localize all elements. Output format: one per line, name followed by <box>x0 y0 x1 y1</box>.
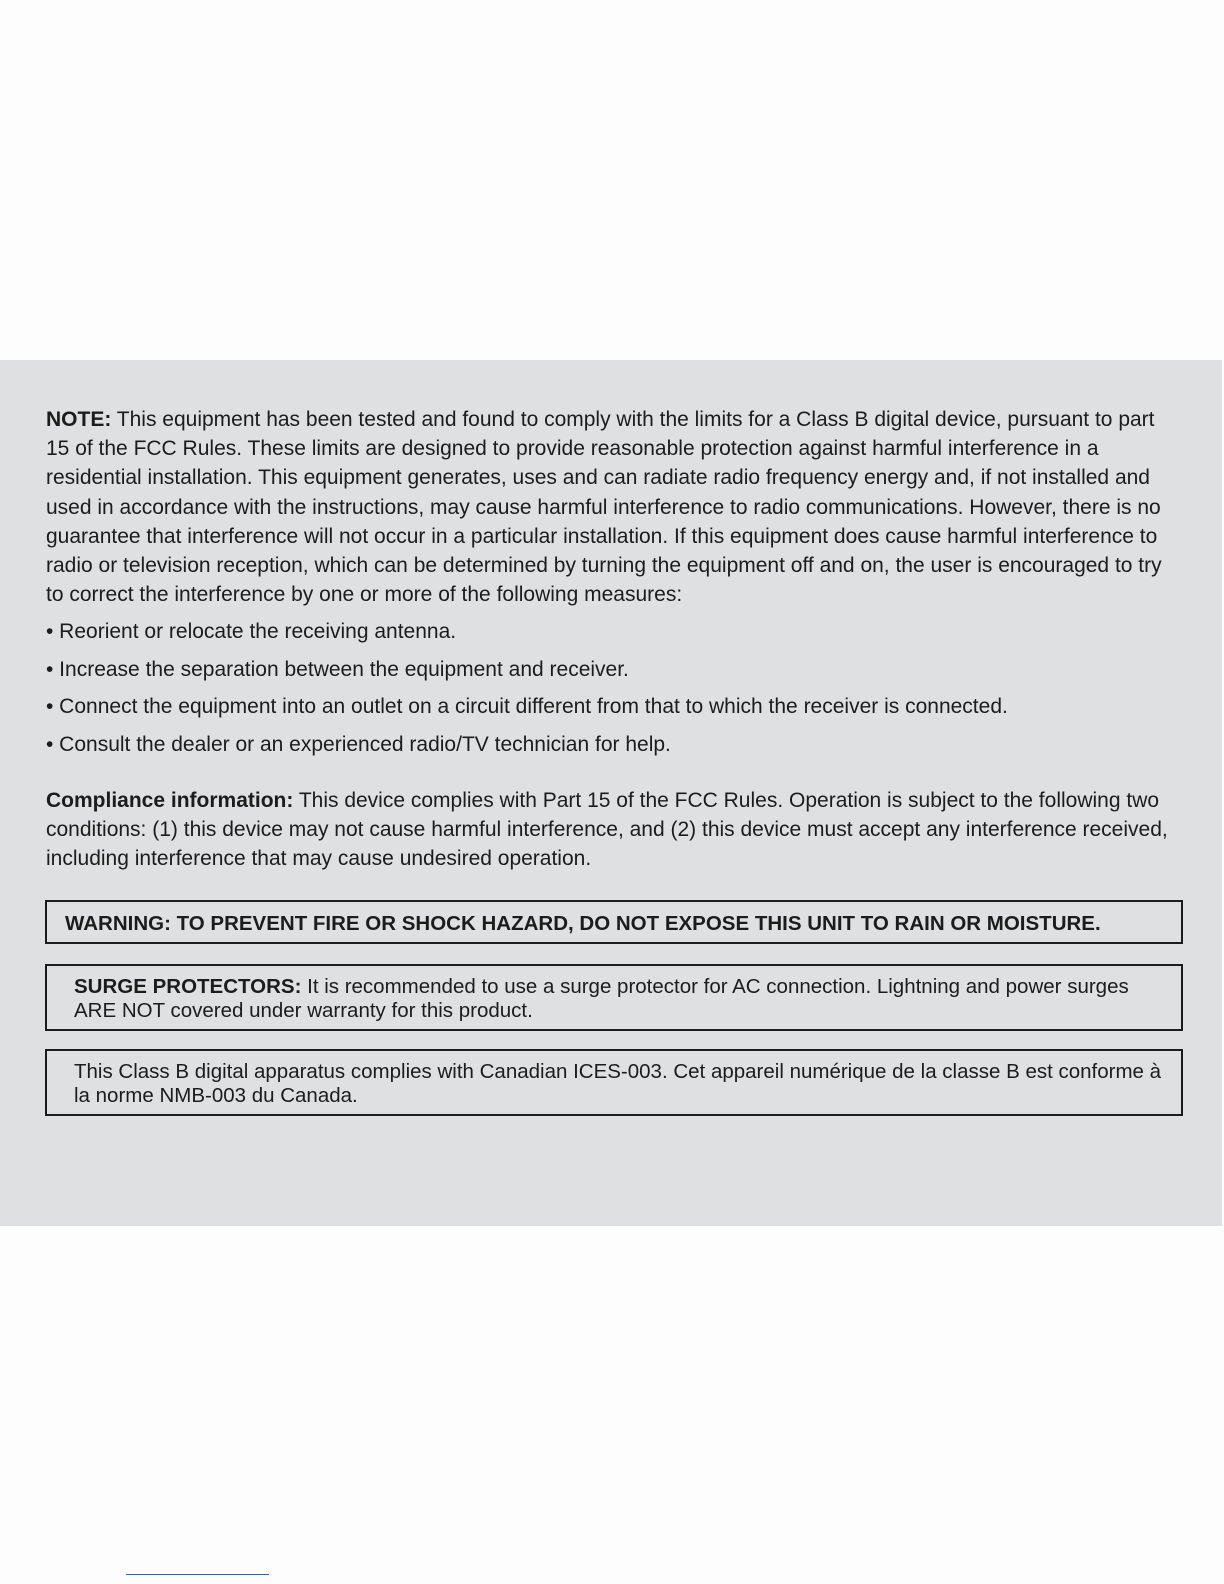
surge-protectors-box <box>45 964 1183 1031</box>
surge-paragraph <box>74 975 1164 1023</box>
note-label: NOTE: <box>46 408 112 431</box>
footer-link-underline <box>126 1574 269 1575</box>
measures-list <box>46 617 1181 767</box>
surge-text: It is recommended to use a surge protector for AC connection. Lightning and power surges ARE NOT covered under warranty for this product. <box>74 975 1129 1022</box>
warning-box <box>45 900 1183 944</box>
measure-item: • Connect the equipment into an outlet on a circuit different from that to which the receiver is connected. <box>46 695 1008 719</box>
compliance-label: Compliance information: <box>46 789 294 812</box>
canada-text: This Class B digital apparatus complies with Canadian ICES-003. Cet appareil numérique de la classe B est conforme à la norme NMB-003 du Canada. <box>74 1060 1162 1107</box>
canada-compliance-box <box>45 1049 1183 1116</box>
compliance-paragraph <box>46 786 1181 874</box>
fcc-note-paragraph <box>46 405 1181 609</box>
note-text: This equipment has been tested and found to comply with the limits for a Class B digital device, pursuant to part 15 of the FCC Rules. These limits are designed to provide reasonable protection against harmful interference in a residential installation. This equipment generates, uses and can radiate radio frequency energy and, if not installed and used in accordance with the instructions, may cause harmful interference to radio communications. However, there is no guarantee that interference will not occur in a particular installation. If this equipment does cause harmful interference to radio or television reception, which can be determined by turning the equipment off and on, the user is encouraged to try to correct the interference by one or more of the following measures: <box>46 408 1162 607</box>
compliance-text: This device complies with Part 15 of the FCC Rules. Operation is subject to the following two conditions: (1) this device may not cause harmful interference, and (2) this device must accept any interference received, including interference that may cause undesired operation. <box>46 789 1168 871</box>
measure-item: • Reorient or relocate the receiving antenna. <box>46 620 457 643</box>
measure-item: • Increase the separation between the equipment and receiver. <box>46 657 629 681</box>
warning-text: WARNING: TO PREVENT FIRE OR SHOCK HAZARD, DO NOT EXPOSE THIS UNIT TO RAIN OR MOISTURE. <box>65 912 1101 935</box>
surge-label: SURGE PROTECTORS: <box>74 975 302 998</box>
measure-item: • Consult the dealer or an experienced radio/TV technician for help. <box>46 732 671 756</box>
